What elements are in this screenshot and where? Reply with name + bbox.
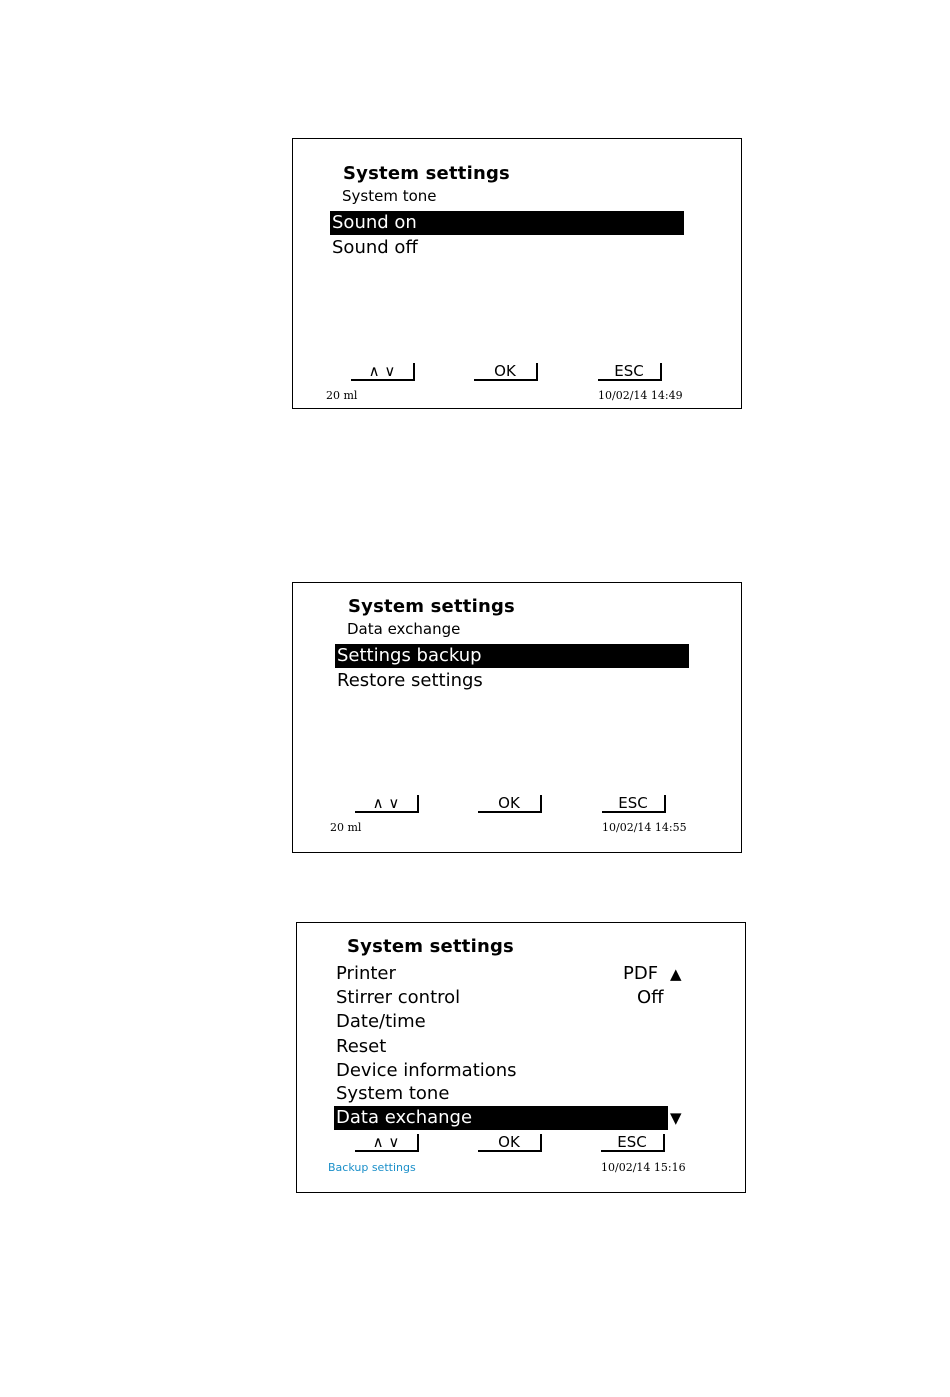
scroll-up-icon[interactable]: ▲	[670, 965, 682, 983]
menu-item-device-informations[interactable]: Device informations	[336, 1060, 517, 1081]
menu-item-reset[interactable]: Reset	[336, 1036, 387, 1057]
menu-item-data-exchange[interactable]: Data exchange	[334, 1106, 668, 1130]
status-volume: 20 ml	[326, 389, 358, 402]
menu-item-date-time[interactable]: Date/time	[336, 1011, 426, 1032]
system-tone-screen	[292, 138, 742, 409]
esc-softkey[interactable]: ESC	[602, 795, 666, 813]
status-volume: 20 ml	[330, 821, 362, 834]
system-settings-screen	[296, 922, 746, 1193]
page-title: System settings	[348, 596, 515, 617]
up-down-softkey[interactable]: ∧ ∨	[351, 363, 415, 381]
up-down-softkey[interactable]: ∧ ∨	[355, 795, 419, 813]
stirrer-value: Off	[637, 987, 664, 1008]
printer-value: PDF	[623, 963, 659, 984]
scroll-down-icon[interactable]: ▼	[670, 1109, 682, 1127]
esc-softkey[interactable]: ESC	[601, 1134, 665, 1152]
menu-item-printer[interactable]: Printer	[336, 963, 396, 984]
page-title: System settings	[343, 163, 510, 184]
page-title: System settings	[347, 936, 514, 957]
menu-item-sound-off[interactable]: Sound off	[332, 237, 418, 258]
menu-item-sound-on[interactable]: Sound on	[330, 211, 684, 235]
status-datetime: 10/02/14 14:49	[598, 389, 683, 402]
ok-softkey[interactable]: OK	[474, 363, 538, 381]
data-exchange-screen	[292, 582, 742, 853]
menu-item-restore-settings[interactable]: Restore settings	[337, 670, 483, 691]
esc-softkey[interactable]: ESC	[598, 363, 662, 381]
ok-softkey[interactable]: OK	[478, 1134, 542, 1152]
status-info: Backup settings	[328, 1161, 416, 1174]
page-subtitle: Data exchange	[347, 620, 461, 638]
menu-item-system-tone[interactable]: System tone	[336, 1083, 450, 1104]
status-datetime: 10/02/14 14:55	[602, 821, 687, 834]
page-subtitle: System tone	[342, 187, 437, 205]
menu-item-stirrer-control[interactable]: Stirrer control	[336, 987, 461, 1008]
ok-softkey[interactable]: OK	[478, 795, 542, 813]
up-down-softkey[interactable]: ∧ ∨	[355, 1134, 419, 1152]
status-datetime: 10/02/14 15:16	[601, 1161, 686, 1174]
menu-item-settings-backup[interactable]: Settings backup	[335, 644, 689, 668]
